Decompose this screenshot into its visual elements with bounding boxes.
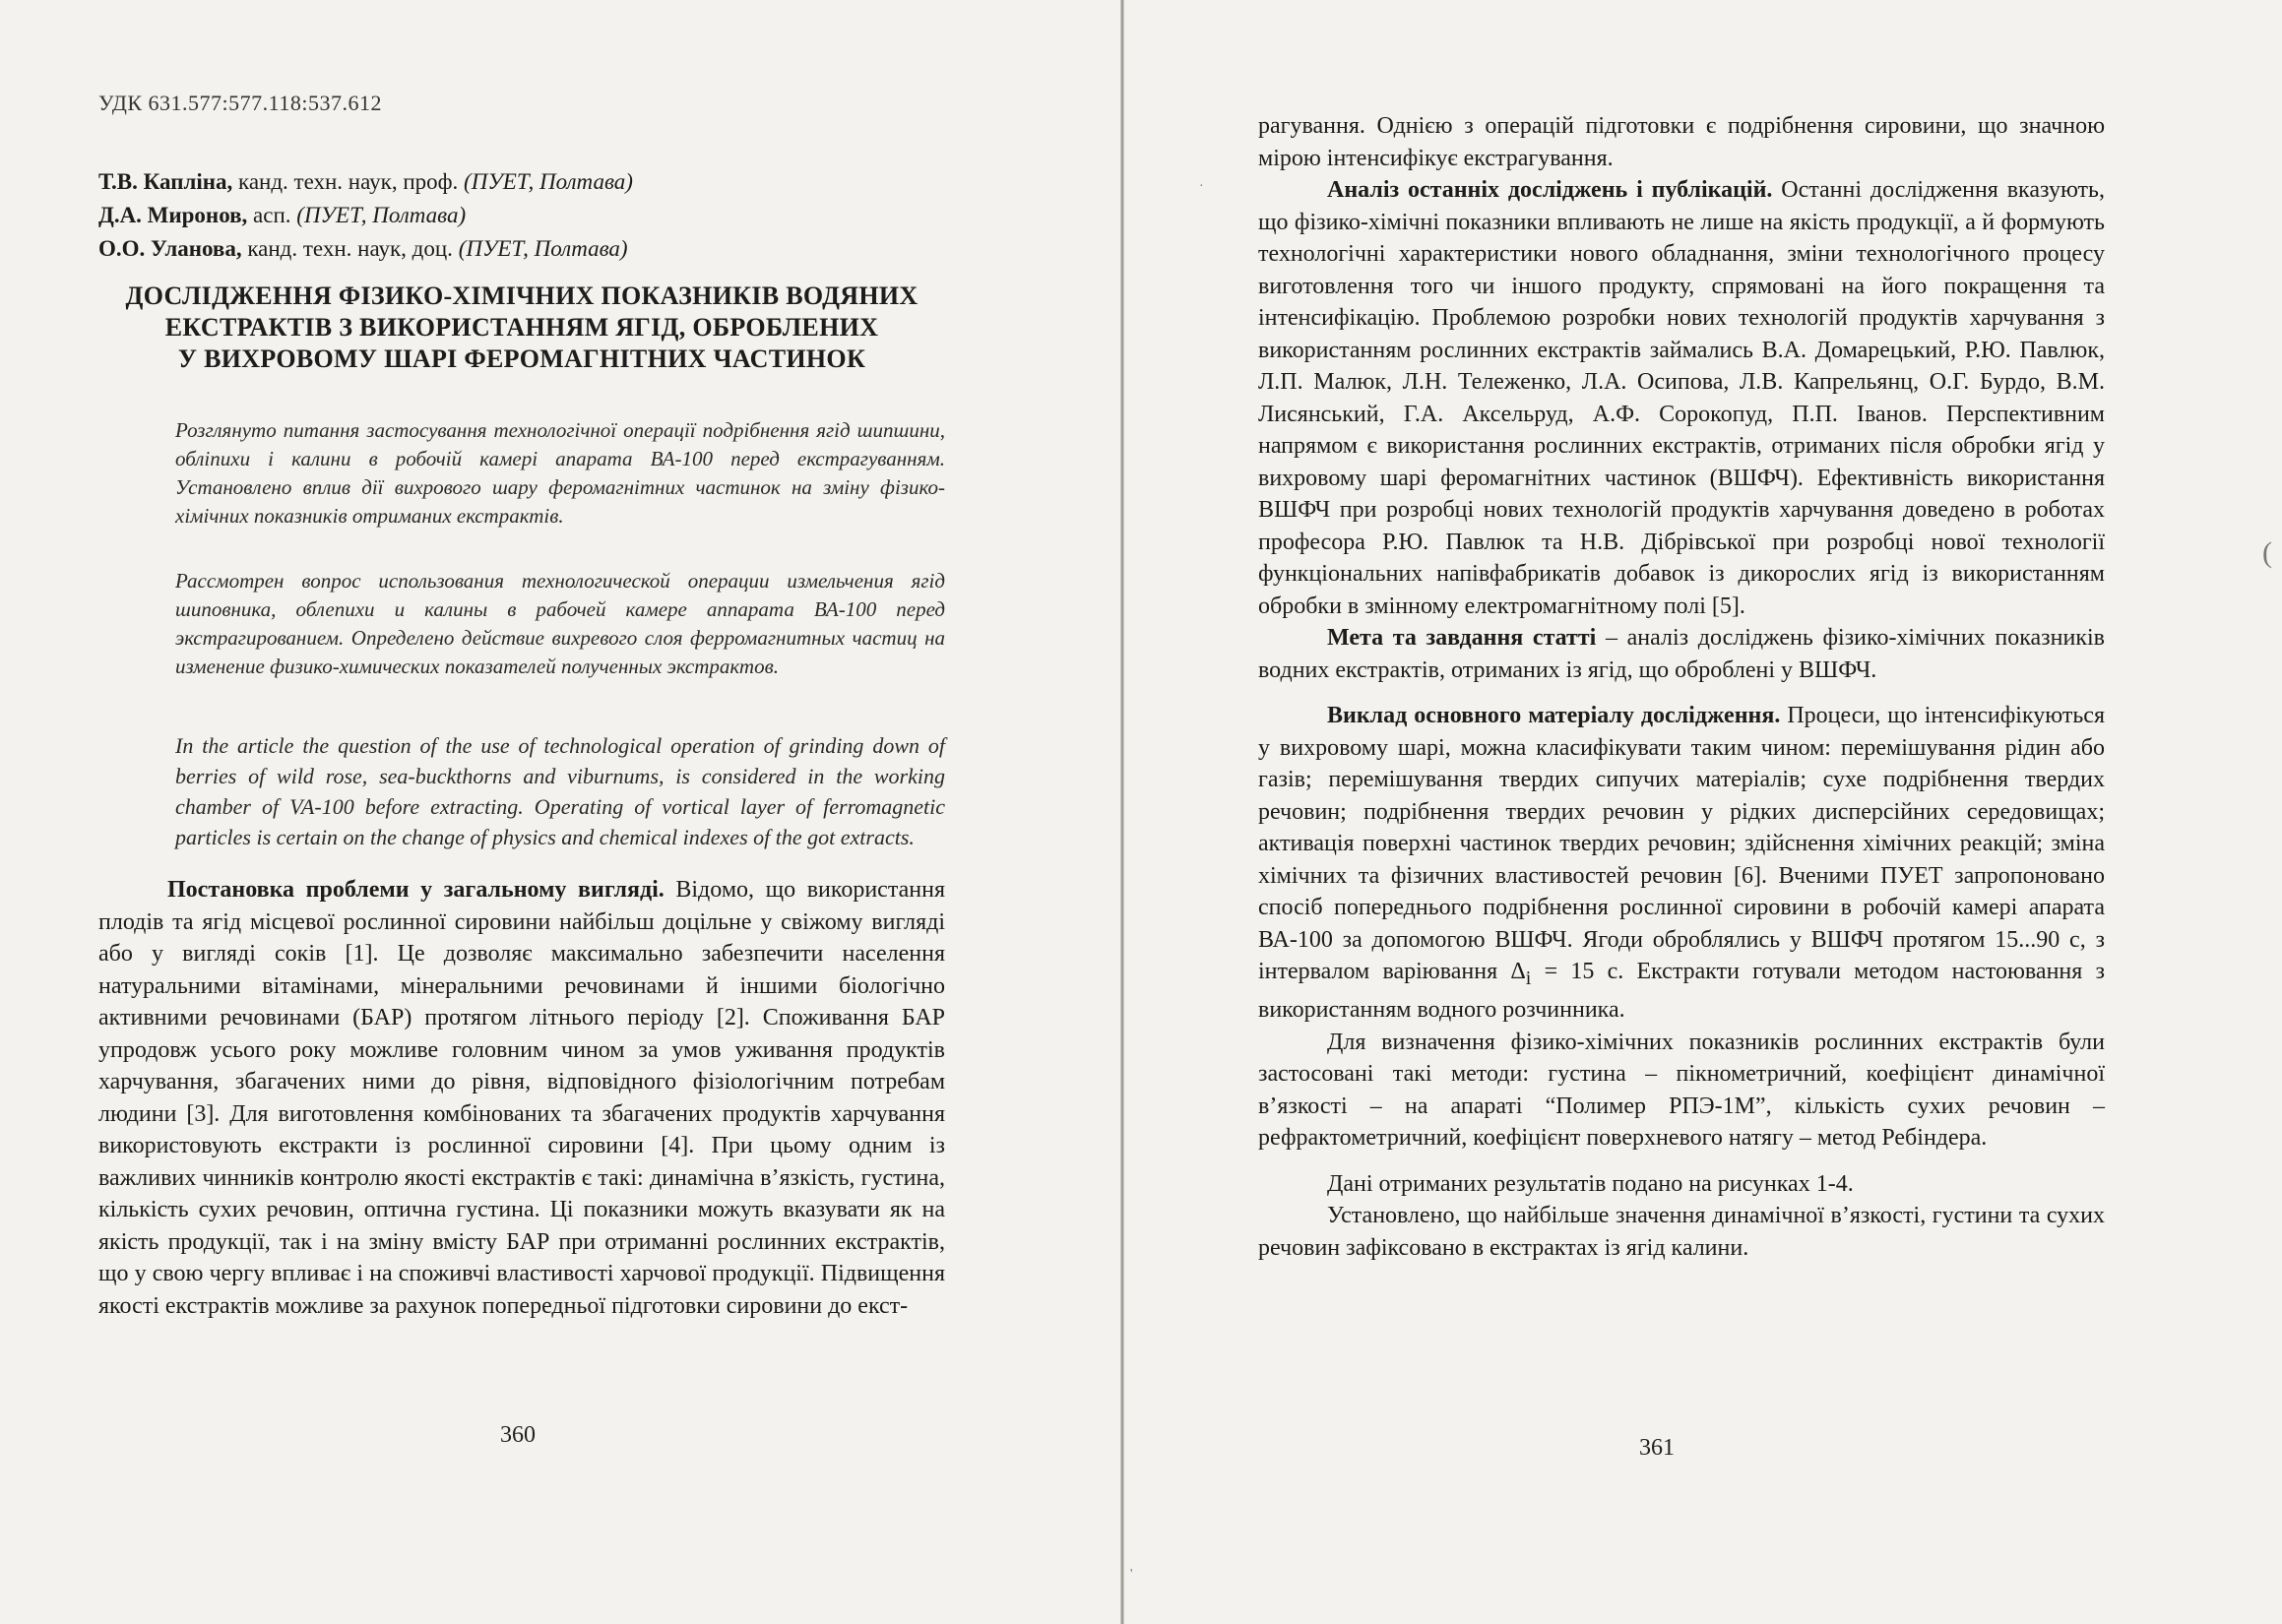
section-heading: Мета та завдання статті: [1327, 625, 1597, 651]
author-list: [98, 165, 847, 266]
author-name: Д.А. Миронов,: [98, 203, 248, 227]
bottom-tick-mark: ': [1130, 1567, 1133, 1582]
author-degree: канд. техн. наук, доц.: [241, 236, 453, 261]
title-line: ДОСЛІДЖЕННЯ ФІЗИКО-ХІМІЧНИХ ПОКАЗНИКІВ ВОДЯНИХ: [125, 281, 919, 310]
abstract-english: In the article the question of the use of technological operation of grinding down of berries of wild rose, sea-buckthorns and viburnums, is considered in the working chamber of VA-100 before extracting. Operating of vortical layer of ferromagnetic particles is certain on the change of physics and chemical indexes of the got extracts.: [175, 733, 945, 849]
paragraph-problem-statement: [98, 874, 945, 1322]
paragraph-text: Процеси, що інтенсифікуються у вихровому шарі, можна класифікувати таким чином: перемішування рідин або газів; перемішування твердих сипучих матеріалів; сухе подрібнення твердих речовин; подрібнення твердих речовин у рідких дисперсійних середовищах; активація поверхні частинок твердих речовин; здійснення хімічних реакцій; зміна хімічних та фізичних властивостей речовин [6]. Вченими ПУЕТ запропоновано спосіб попереднього подрібнення рослинної сировини в робочій камері апарата ВА-100 за допомогою ВШФЧ. Ягоди оброблялись у ВШФЧ протягом 15...90 с, з інтервалом варіювання: [1258, 703, 2105, 984]
delta-subscript: i: [1525, 967, 1532, 989]
paragraph-results: Дані отриманих результатів подано на рисунках 1-4.: [1327, 1170, 1854, 1197]
paragraph-aim: [1258, 622, 2105, 686]
paragraph-literature-review: [1258, 174, 2105, 622]
section-heading: Аналіз останніх досліджень і публікацій.: [1327, 177, 1773, 203]
author-2: [98, 199, 847, 232]
body-text-right: [1258, 110, 2105, 1264]
section-heading: Постановка проблеми у загальному вигляді.: [167, 877, 665, 903]
margin-bracket-mark: (: [2262, 536, 2272, 569]
author-affiliation: (ПУЕТ, Полтава): [458, 169, 633, 194]
paragraph-text: Відомо, що використання плодів та ягід місцевої рослинної сировини найбільш доцільне у свіжому вигляді або у вигляді соків [1]. Це дозволяє максимально забезпечити населення натуральними вітамінами, мінеральними речовинами й іншими біологічно активними речовинами (БАР) протягом літнього періоду [2]. Споживання БАР упродовж усього року можливе головним чином за умов уживання продуктів харчування, збагачених ними до рівня, відповідного фізіологічним потребам людини [3]. Для виготовлення комбінованих та збагачених продуктів харчування використовують екстракти із рослинної сировини [4]. При цьому одним із важливих чинників контролю якості екстрактів є такі: динамічна в’язкість, густина, кількість сухих речовин, оптична густина. Ці показники можуть вказувати як на якість продукції, так і на зміну вмісту БАР при отриманні рослинних екстрактів, що у свою чергу впливає і на споживчі властивості харчової продукції. Підвищення якості екстрактів можливе за рахунок попередньої підготовки сировини до екст-: [98, 877, 945, 1319]
paragraph-text: Останні дослідження вказують, що фізико-хімічні показники впливають не лише на якість продукції, а й формують технологічні характеристики нового обладнання, зміни технологічного процесу виготовлення того чи іншого продукту, спрямовані на його покращення та інтенсифікацію. Проблемою розробки нових технологій продуктів харчування з використанням рослинних екстрактів займались В.А. Домарецький, Р.Ю. Павлюк, Л.П. Малюк, Л.Н. Тележенко, Л.А. Осипова, Л.В. Капрельянц, О.Г. Бурдо, В.М. Лисянський, Г.А. Аксельруд, А.Ф. Сорокопуд, П.П. Іванов. Перспективним напрямом є використання рослинних екстрактів, отриманих після обробки ягід у вихровому шарі феромагнітних частинок (ВШФЧ). Ефективність використання ВШФЧ при розробці нових технологій продуктів харчування доведено в роботах професора Р.Ю. Павлюк та Н.В. Дібрівської при розробці нової технології функціональних напівфабрикатів добавок із дикорослих ягід із використанням обробки в змінному електромагнітному полі [5].: [1258, 177, 2105, 619]
abstract-ukrainian: Розглянуто питання застосування технологічної операції подрібнення ягід шипшини, обліпихи і калини в робочій камері апарата ВА-100 перед екстрагуванням. Установлено вплив дії вихрового шару феромагнітних частинок на зміну фізико-хімічних показників отриманих екстрактів.: [175, 418, 945, 528]
section-heading: Виклад основного матеріалу дослідження.: [1327, 703, 1781, 728]
paragraph-continuation: рагування. Однією з операцій підготовки є подрібнення сировини, що значною мірою інтенсифікує екстрагування.: [1258, 113, 2105, 171]
article-title: [98, 281, 945, 375]
paragraph-findings: Установлено, що найбільше значення динамічної в’язкості, густини та сухих речовин зафіксовано в екстрактах із ягід калини.: [1258, 1203, 2105, 1261]
author-3: [98, 232, 847, 266]
body-text-left: [98, 874, 945, 1322]
author-name: Т.В. Капліна,: [98, 169, 233, 194]
paragraph-main-material: [1258, 700, 2105, 1027]
author-degree: асп.: [247, 203, 291, 227]
title-line: У ВИХРОВОМУ ШАРІ ФЕРОМАГНІТНИХ ЧАСТИНОК: [177, 344, 866, 373]
delta-symbol: Δ: [1510, 959, 1526, 984]
title-line: ЕКСТРАКТІВ З ВИКОРИСТАННЯМ ЯГІД, ОБРОБЛЕНИХ: [164, 313, 879, 342]
abstract-russian: Рассмотрен вопрос использования технологической операции измельчения ягід шиповника, облепихи и калины в рабочей камере аппарата ВА-100 перед экстрагированием. Определено действие вихревого слоя ферромагнитных частиц на изменение физико-химических показателей полученных экстрактов.: [175, 569, 945, 678]
author-degree: канд. техн. наук, проф.: [232, 169, 459, 194]
page-left: [0, 0, 1122, 1624]
margin-dot-mark: ·: [1199, 179, 1204, 194]
author-1: [98, 165, 847, 199]
author-affiliation: (ПУЕТ, Полтава): [452, 236, 628, 261]
paragraph-text: – аналіз досліджень фізико-хімічних показників водних екстрактів, отриманих із ягід, що оброблені у ВШФЧ.: [1258, 625, 2105, 683]
paragraph-methods: Для визначення фізико-хімічних показників рослинних екстрактів були застосовані такі методи: густина – пікнометричний, коефіцієнт динамічної в’язкості – на апараті “Полимер РПЭ-1М”, кількість сухих речовин – рефрактометричний, коефіцієнт поверхневого натягу – метод Ребіндера.: [1258, 1029, 2105, 1152]
udc-code: УДК 631.577:577.118:537.612: [98, 91, 382, 115]
author-name: О.О. Уланова,: [98, 236, 242, 261]
author-affiliation: (ПУЕТ, Полтава): [290, 203, 467, 227]
paragraph-text-end: = 15 с. Екстракти готували методом настоювання з використанням водного розчинника.: [1258, 959, 2106, 1024]
page-number-right: 361: [1639, 1435, 1675, 1461]
page-number-left: 360: [500, 1422, 536, 1448]
